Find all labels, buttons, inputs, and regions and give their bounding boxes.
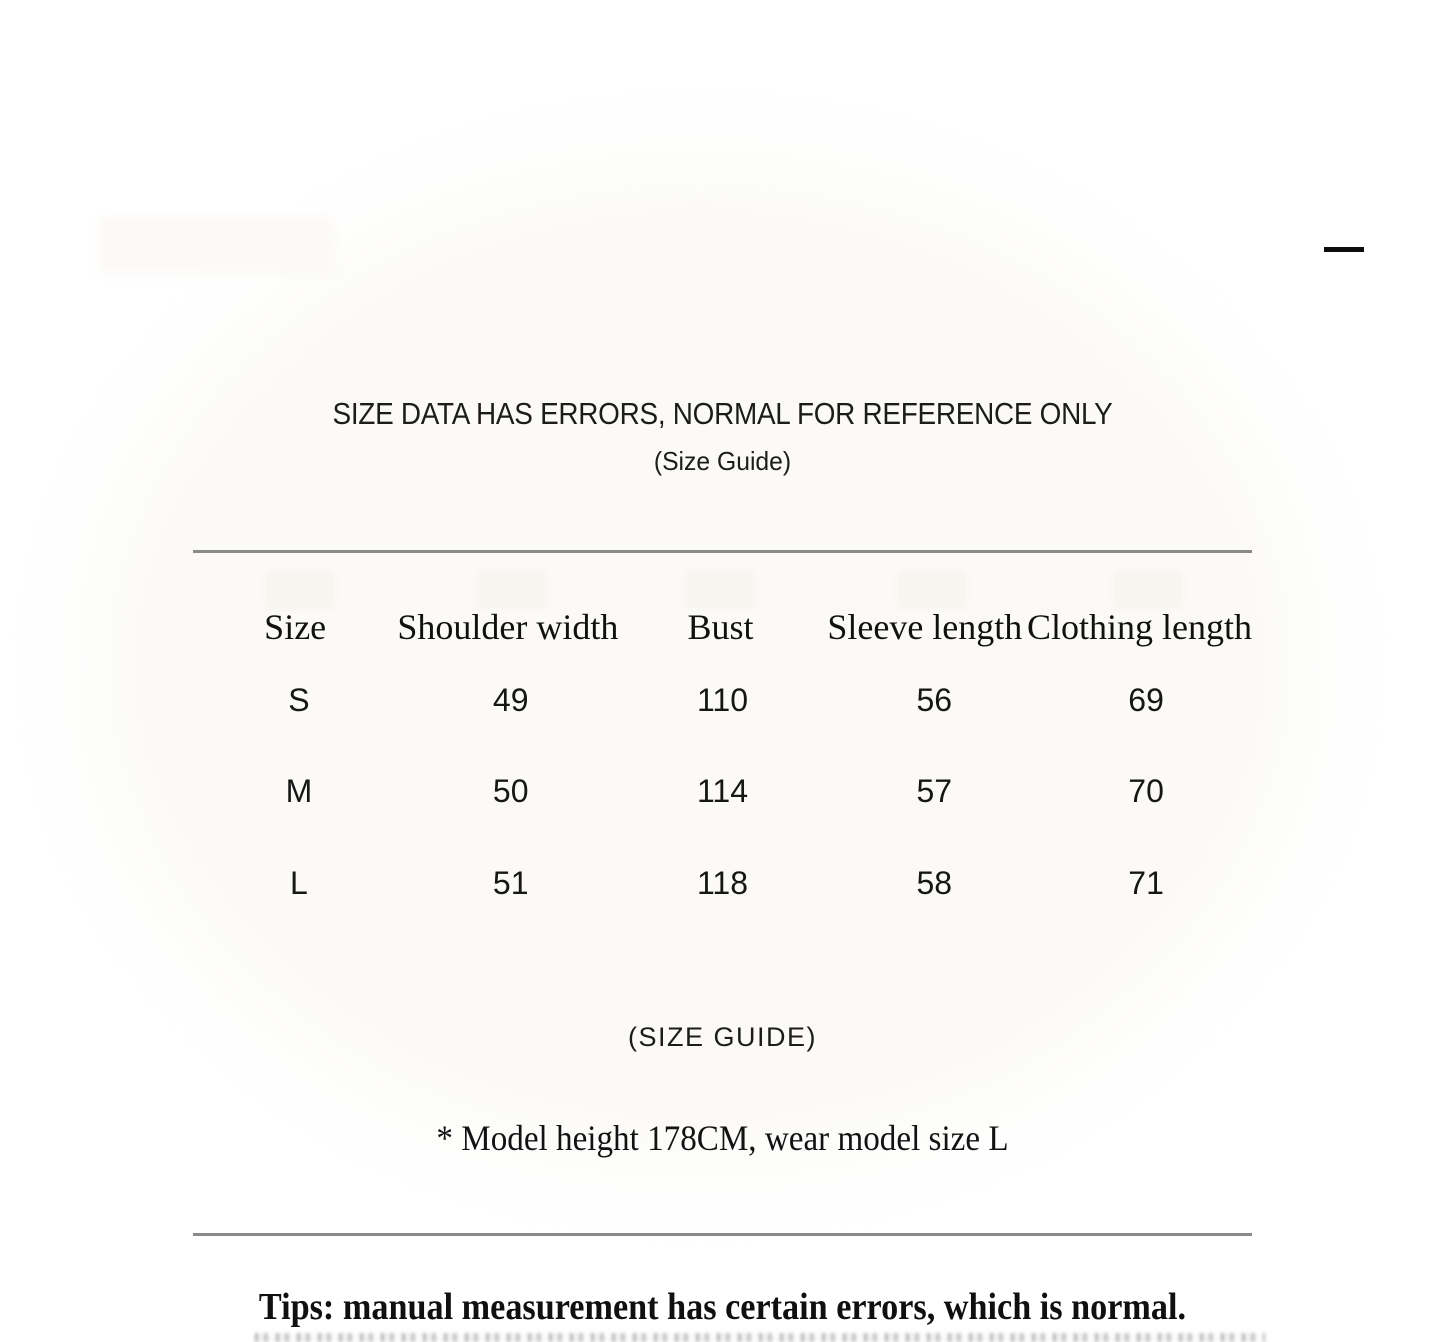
faded-artifact-topleft: [100, 217, 333, 273]
table-header-row: [193, 600, 1252, 654]
tips-text: Tips: manual measurement has certain errors, which is normal.: [258, 1286, 1187, 1328]
cell-bust: 110: [696, 681, 748, 718]
top-right-dash: [1324, 247, 1364, 252]
page-subtitle: (Size Guide): [653, 446, 792, 476]
cell-size: M: [285, 772, 313, 809]
divider-bottom: [193, 1233, 1252, 1236]
table-row-s: [193, 673, 1252, 727]
cell-shoulder-width: 51: [492, 864, 529, 901]
size-guide-caption: (SIZE GUIDE): [627, 1022, 817, 1052]
column-header-clothing-length: Clothing length: [1026, 607, 1252, 647]
cell-size: S: [288, 681, 310, 718]
column-header-sleeve-length: Sleeve length: [827, 607, 1023, 647]
model-note: * Model height 178CM, wear model size L: [436, 1118, 1009, 1158]
cell-size: L: [290, 864, 308, 901]
cutoff-text-artifact: [255, 1333, 1265, 1342]
cell-bust: 114: [696, 772, 748, 809]
cell-clothing-length: 71: [1128, 864, 1164, 901]
column-header-size: Size: [264, 607, 327, 647]
cell-sleeve-length: 57: [916, 772, 953, 809]
background-tint-ellipse: [90, 165, 1310, 1165]
table-row-l: [193, 856, 1252, 910]
column-header-bust: Bust: [687, 607, 754, 647]
cell-sleeve-length: 56: [916, 681, 953, 718]
page-title: SIZE DATA HAS ERRORS, NORMAL FOR REFERENCE ONLY: [332, 396, 1113, 431]
cell-clothing-length: 70: [1128, 772, 1164, 809]
cell-shoulder-width: 49: [492, 681, 529, 718]
table-row-m: [193, 764, 1252, 818]
column-header-shoulder-width: Shoulder width: [397, 607, 619, 647]
cell-clothing-length: 69: [1128, 681, 1164, 718]
cell-bust: 118: [696, 864, 748, 901]
cell-shoulder-width: 50: [492, 772, 529, 809]
cell-sleeve-length: 58: [916, 864, 953, 901]
divider-top: [193, 550, 1252, 553]
